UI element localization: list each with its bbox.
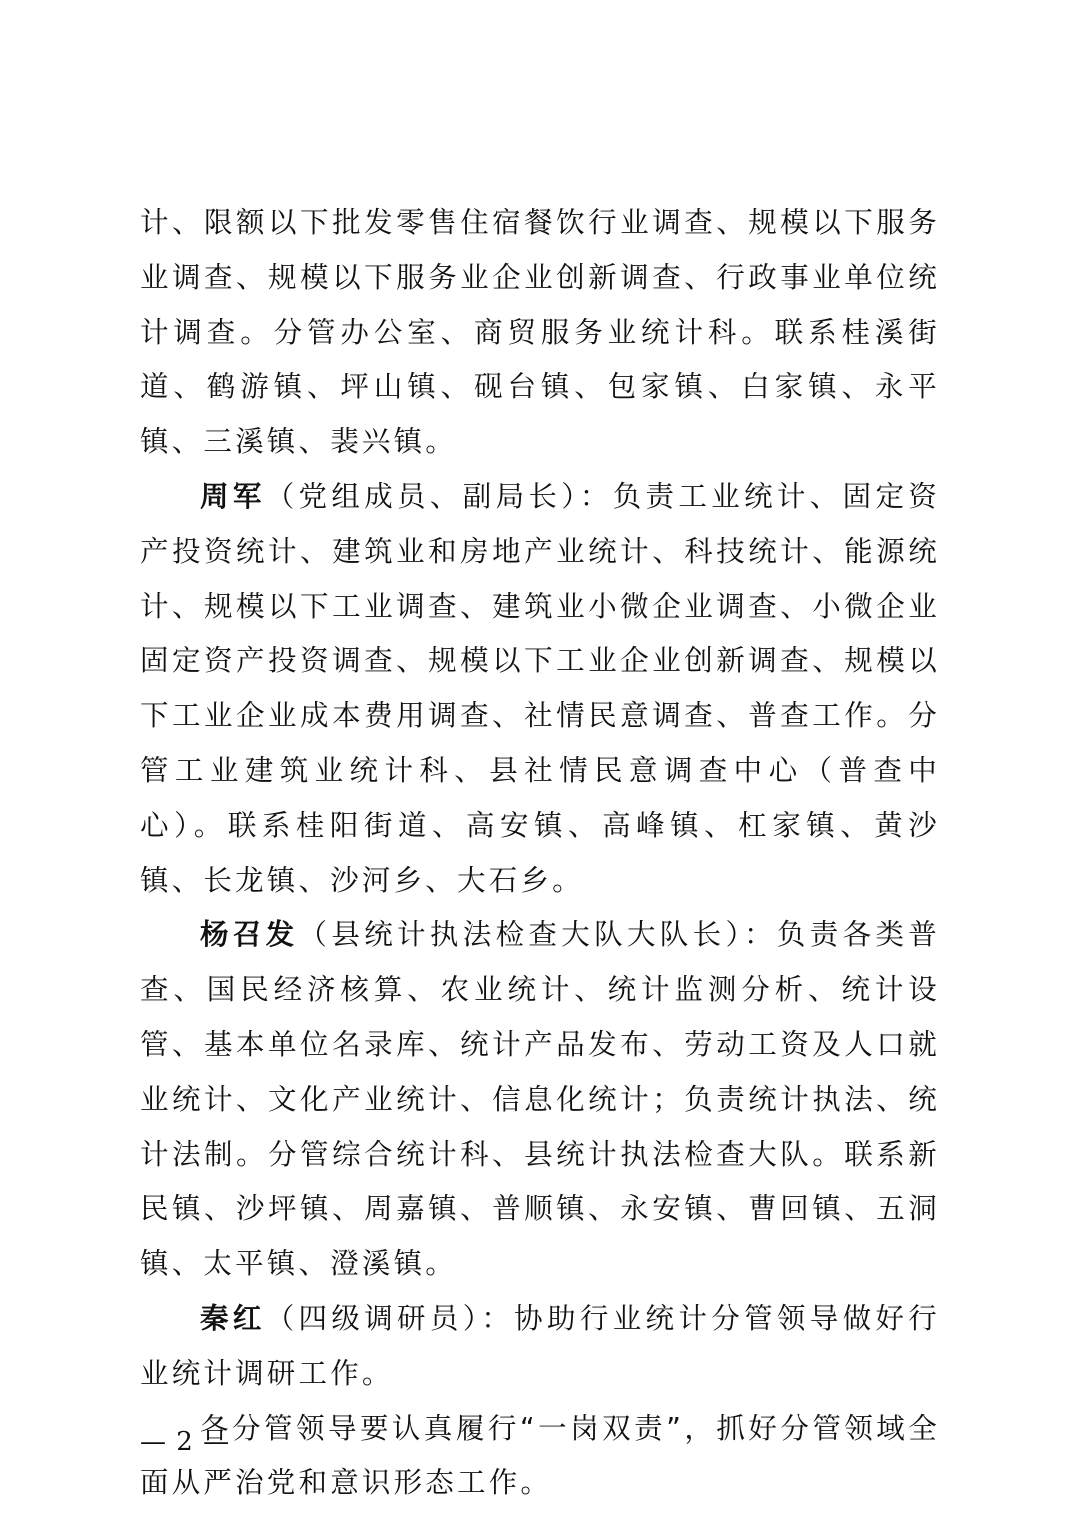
paragraph-closing [140,1402,940,1512]
paragraph-text: （党组成员、副局长）：负责工业统计、固定资产投资统计、建筑业和房地产业统计、科技统计、能源统计、规模以下工业调查、建筑业小微企业调查、小微企业固定资产投资调查、规模以下工业企业创新调查、规模以下工业企业成本费用调查、社情民意调查、普查工作。分管工业建筑业统计科、县社情民意调查中心（普查中心）。联系桂阳街道、高安镇、高峰镇、杠家镇、黄沙镇、长龙镇、沙河乡、大石乡。 [140,479,940,897]
person-name: 周军 [200,479,266,513]
person-name: 杨召发 [200,918,299,952]
paragraph-qin-hong [140,1292,940,1402]
paragraph-text: 计、限额以下批发零售住宿餐饮行业调查、规模以下服务业调查、规模以下服务业企业创新调查、行政事业单位统计调查。分管办公室、商贸服务业统计科。联系桂溪街道、鹤游镇、坪山镇、砚台镇、包家镇、白家镇、永平镇、三溪镇、裴兴镇。 [140,206,940,459]
paragraph-continuation [140,196,940,470]
document-body [140,196,940,1511]
paragraph-zhou-jun [140,470,940,908]
paragraph-yang-zhaofa [140,908,940,1292]
paragraph-text: （四级调研员）：协助行业统计分管领导做好行业统计调研工作。 [140,1301,940,1390]
paragraph-text: （县统计执法检查大队大队长）：负责各类普查、国民经济核算、农业统计、统计监测分析、统计设管、基本单位名录库、统计产品发布、劳动工资及人口就业统计、文化产业统计、信息化统计；负责统计执法、统计法制。分管综合统计科、县统计执法检查大队。联系新民镇、沙坪镇、周嘉镇、普顺镇、永安镇、曹回镇、五洞镇、太平镇、澄溪镇。 [140,918,940,1281]
page-number: — 2 — [140,1427,231,1457]
paragraph-text: 各分管领导要认真履行“一岗双责”，抓好分管领域全面从严治党和意识形态工作。 [140,1411,940,1500]
person-name: 秦红 [200,1301,266,1335]
